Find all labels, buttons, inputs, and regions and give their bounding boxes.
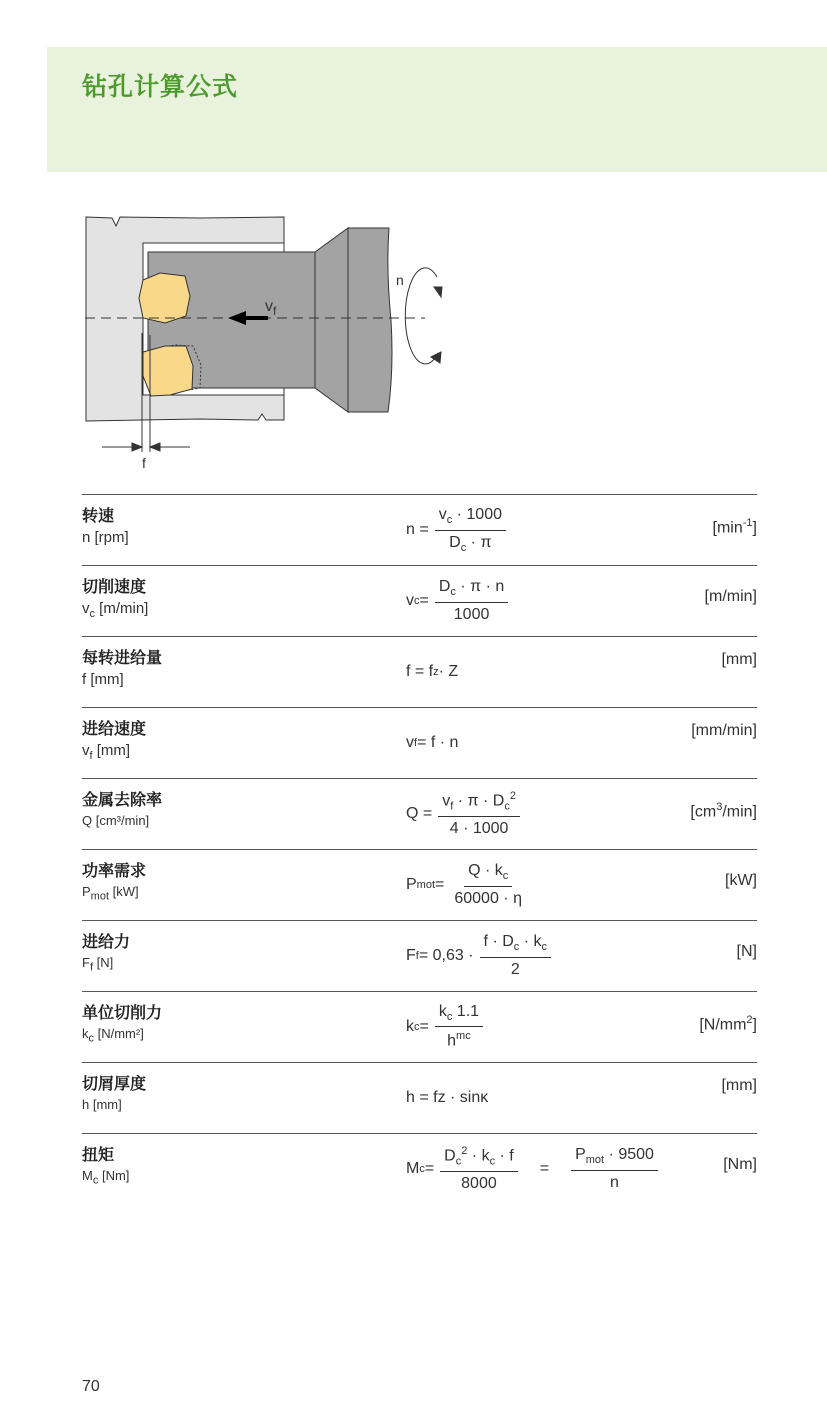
formula-term: · π · n <box>455 578 505 596</box>
formula-term: P <box>575 1146 586 1164</box>
quantity-symbol <box>82 600 148 620</box>
feed-dimension-label: f <box>142 455 146 471</box>
formula-term: [m/min] <box>95 600 149 617</box>
formula-term: [mm] <box>92 742 131 759</box>
quantity-symbol <box>82 884 139 903</box>
formula-row <box>82 991 757 1062</box>
formula <box>406 566 514 636</box>
denominator <box>446 817 513 838</box>
formula-term: [Nm] <box>723 1156 757 1173</box>
formula-term: v <box>442 792 451 810</box>
quantity-name: 单位切削力 <box>82 1003 163 1022</box>
formula-term: k <box>406 1018 414 1035</box>
quantity-name: 功率需求 <box>82 861 147 880</box>
quantity-name: 扭矩 <box>82 1145 115 1164</box>
formula-term: [m/min] <box>704 588 757 605</box>
header-banner <box>47 47 827 172</box>
formula-row <box>82 565 757 636</box>
denominator <box>450 887 526 908</box>
fraction <box>450 862 526 907</box>
formula-term: v <box>406 734 414 751</box>
formula-term: · k <box>519 933 542 951</box>
denominator <box>443 1027 475 1050</box>
formula-term: f = f <box>406 663 434 680</box>
quantity-name: 切削速度 <box>82 577 147 596</box>
formula-term: 8000 <box>461 1174 497 1192</box>
subscript: c <box>419 1163 425 1175</box>
formula-term: f [mm] <box>82 671 124 688</box>
superscript: 2 <box>461 1145 468 1158</box>
formula-term: Q · k <box>468 862 503 880</box>
quantity-symbol <box>82 1026 144 1045</box>
quantity-symbol <box>82 1168 129 1187</box>
formula-row <box>82 1062 757 1133</box>
formula-row <box>82 849 757 920</box>
formula-term: · 1000 <box>452 506 502 524</box>
numerator <box>435 506 506 530</box>
formula-term: · k <box>467 1147 490 1165</box>
formula-term: = f · n <box>417 734 459 751</box>
quantity-name: 转速 <box>82 506 115 525</box>
formula-term: [N] <box>736 943 757 960</box>
formula-term: D <box>449 533 461 551</box>
formula <box>406 1063 488 1133</box>
subscript: f <box>89 961 94 974</box>
formula-term: · Z <box>438 663 459 680</box>
formula-term: M <box>82 1168 93 1183</box>
formula-term: [mm] <box>721 1077 757 1094</box>
numerator <box>571 1146 658 1170</box>
drilling-diagram <box>60 200 460 480</box>
formula-term: ] <box>752 1016 757 1034</box>
quantity-name: 金属去除率 <box>82 790 163 809</box>
formula-term: v <box>82 742 90 759</box>
formula-term: P <box>406 876 417 893</box>
units <box>713 517 757 537</box>
quantity-name: 每转进给量 <box>82 648 163 667</box>
formula-term: n = <box>406 521 429 538</box>
fraction <box>438 790 520 838</box>
quantity-symbol <box>82 671 124 688</box>
formula-term: = <box>419 1018 429 1035</box>
page-title: 钻孔计算公式 <box>82 72 239 101</box>
units <box>737 943 757 961</box>
formula-term: v <box>82 600 90 617</box>
formula-term: 1000 <box>453 605 490 623</box>
formula <box>406 1134 664 1204</box>
formula-term: = <box>419 592 429 609</box>
formula-term: Q [cm³/min] <box>82 813 150 828</box>
page-number: 70 <box>82 1378 100 1395</box>
formula-term: [cm <box>690 803 717 821</box>
superscript: -1 <box>742 517 753 529</box>
insert-top <box>139 273 190 323</box>
formula-term: v <box>406 592 414 609</box>
formula-term: · 9500 <box>604 1146 654 1164</box>
formula-term: [kW] <box>109 884 139 899</box>
formula-term: D <box>444 1147 456 1165</box>
subscript: c <box>92 1174 99 1187</box>
drill-shank <box>348 228 392 412</box>
subscript: c <box>502 870 509 883</box>
formula-term: Q = <box>406 805 433 822</box>
formula-row <box>82 636 757 707</box>
formula-term: = 0,63 · <box>418 947 474 964</box>
formula-term: [N] <box>93 955 114 970</box>
subscript: f <box>450 800 454 813</box>
superscript: mc <box>456 1030 471 1043</box>
numerator <box>480 933 551 957</box>
rotation-label: n <box>396 272 404 288</box>
formula-row <box>82 1133 757 1204</box>
fraction <box>435 1003 483 1051</box>
formula-term: /min] <box>722 803 757 821</box>
quantity-symbol <box>82 1097 122 1112</box>
formula-term: v <box>438 506 447 524</box>
formula-row <box>82 920 757 991</box>
subscript: c <box>89 608 95 620</box>
formula-term: 60000 · η <box>454 889 522 907</box>
quantity-name: 进给速度 <box>82 719 147 738</box>
formula-table <box>82 494 757 1204</box>
formula-row <box>82 778 757 849</box>
quantity-symbol <box>82 813 149 828</box>
subscript: f <box>89 750 93 762</box>
numerator <box>438 790 520 817</box>
formula-term: = <box>435 876 445 893</box>
formula-term: [N/mm <box>699 1016 747 1034</box>
subscript: c <box>504 800 510 813</box>
formula-term: [mm/min] <box>691 722 757 739</box>
formula-term: h [mm] <box>82 1097 122 1112</box>
superscript: 3 <box>716 801 723 813</box>
subscript: mot <box>90 890 110 903</box>
units <box>705 588 757 606</box>
units <box>723 1156 757 1174</box>
formula <box>406 495 512 565</box>
superscript: 2 <box>509 790 516 803</box>
fraction <box>571 1146 658 1191</box>
subscript: c <box>88 1032 94 1045</box>
formula-term: · π <box>466 533 492 551</box>
fraction <box>480 933 551 978</box>
formula-term: ] <box>752 519 757 537</box>
subscript: c <box>414 1021 420 1033</box>
feed-label: $v_f$ <box>265 298 277 318</box>
formula-term: · π · D <box>453 792 505 810</box>
formula-term: 1.1 <box>452 1003 480 1021</box>
formula <box>406 708 458 778</box>
formula <box>406 850 532 920</box>
drill-flange <box>315 228 348 412</box>
formula-term: = <box>424 1160 435 1177</box>
subscript: c <box>541 941 547 954</box>
subscript: mot <box>585 1154 605 1167</box>
formula-term: [Nm] <box>98 1168 130 1183</box>
subscript: c <box>414 595 420 607</box>
units <box>699 1014 757 1034</box>
numerator <box>464 862 512 886</box>
subscript: c <box>446 1011 453 1024</box>
formula-term: f · D <box>483 933 514 951</box>
subscript: f <box>414 737 418 749</box>
quantity-name: 进给力 <box>82 932 131 951</box>
formula <box>406 921 557 991</box>
formula-term: [min <box>712 519 743 537</box>
units <box>691 722 757 740</box>
fraction <box>435 506 506 553</box>
units <box>725 872 757 890</box>
rotation-arrow-icon <box>405 268 442 364</box>
numerator <box>435 578 508 602</box>
subscript: f <box>415 950 419 962</box>
formula-term: D <box>438 578 451 596</box>
formula <box>406 779 526 849</box>
formula-term: n <box>610 1173 619 1191</box>
formula <box>406 637 458 707</box>
units <box>721 1077 757 1095</box>
equals-sign: = <box>539 1160 550 1177</box>
denominator <box>445 531 495 554</box>
quantity-symbol <box>82 955 113 974</box>
formula-term: k <box>82 1026 89 1041</box>
subscript: c <box>455 1155 462 1168</box>
formula-term: F <box>82 955 90 970</box>
formula-term: h = fz · sinκ <box>406 1089 489 1106</box>
quantity-symbol <box>82 529 129 546</box>
formula-row <box>82 707 757 778</box>
subscript: c <box>460 541 467 554</box>
formula <box>406 992 489 1062</box>
denominator <box>457 1172 501 1193</box>
units <box>690 801 757 821</box>
denominator <box>606 1171 623 1192</box>
subscript: c <box>513 941 520 954</box>
subscript: c <box>446 514 453 527</box>
formula-term: [N/mm²] <box>94 1026 144 1041</box>
subscript: mot <box>416 879 436 891</box>
units <box>721 651 757 669</box>
subscript: c <box>489 1155 496 1168</box>
formula-term: · f <box>495 1147 514 1165</box>
quantity-name: 切屑厚度 <box>82 1074 147 1093</box>
superscript: 2 <box>746 1014 753 1026</box>
formula-term: k <box>438 1003 447 1021</box>
denominator <box>450 603 494 624</box>
numerator <box>435 1003 483 1027</box>
formula-term: 4 · 1000 <box>449 819 509 837</box>
fraction <box>435 578 508 623</box>
formula-term: P <box>82 884 91 899</box>
formula-term: n [rpm] <box>82 529 129 546</box>
formula-term: [mm] <box>721 651 757 668</box>
subscript: z <box>433 666 439 678</box>
formula-term: M <box>406 1160 420 1177</box>
quantity-symbol <box>82 742 130 762</box>
formula-term: 2 <box>510 960 520 978</box>
subscript: c <box>450 586 456 599</box>
formula-term: [kW] <box>725 872 757 889</box>
denominator <box>507 958 524 979</box>
formula-row <box>82 494 757 565</box>
fraction <box>440 1145 518 1193</box>
formula-term: F <box>406 947 416 964</box>
numerator <box>440 1145 518 1172</box>
formula-term: h <box>447 1032 457 1050</box>
